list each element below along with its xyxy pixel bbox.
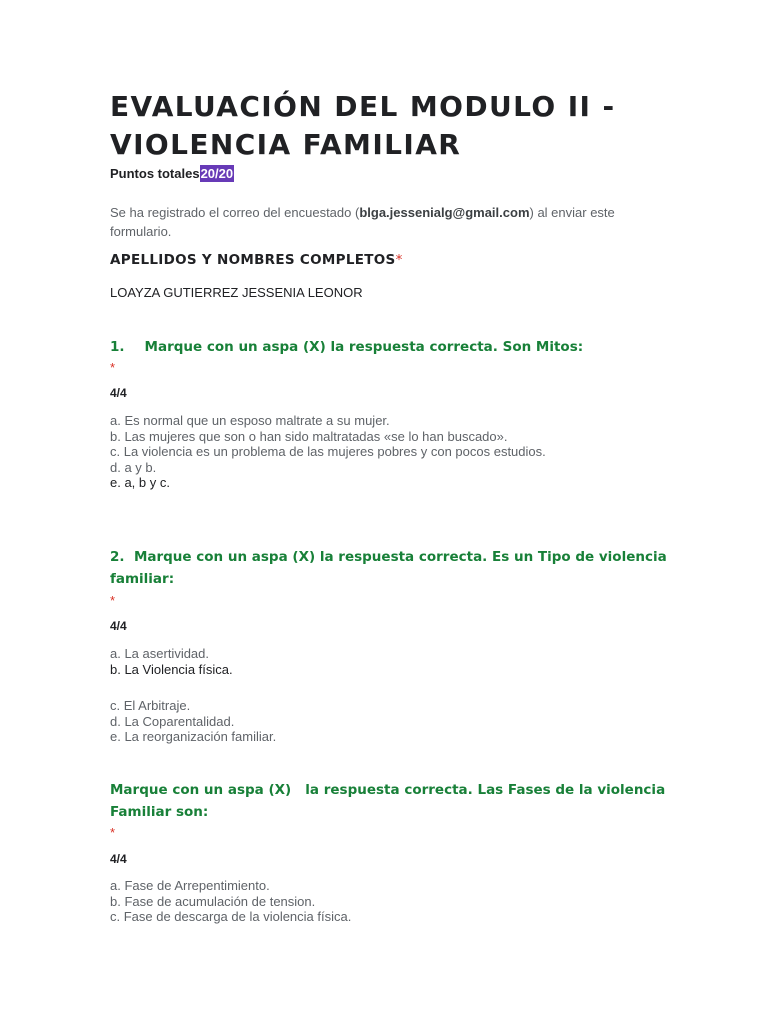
option: a. Fase de Arrepentimiento. [110,878,270,893]
required-asterisk: * [110,825,116,840]
question-1-options [110,413,670,491]
option: d. a y b. [110,459,157,475]
question-3-score: 4/4 [110,852,127,866]
question-2-score: 4/4 [110,619,127,633]
option: c. Fase de descarga de la violencia física. [110,909,352,924]
question-3-title [110,779,670,823]
option: a. La asertividad. [110,646,210,661]
page-title: EVALUACIÓN DEL MODULO II - VIOLENCIA FAMILIAR [110,90,616,161]
question-text: Marque con un aspa (X) la respuesta correcta. Las Fases de la violencia Familiar son: [110,782,670,820]
respondent-note [110,203,670,241]
respondent-email: blga.jessenialg@gmail.com [359,205,530,220]
required-asterisk: * [110,360,116,375]
note-suffix: ) al enviar este formulario. [110,205,615,239]
total-points [110,166,234,181]
question-number: 2. [110,549,125,565]
option: c. El Arbitraje. [110,698,191,713]
note-prefix: Se ha registrado el correo del encuestado ( [110,205,360,220]
points-label: Puntos totales [110,166,200,181]
question-2-title [110,546,670,590]
required-asterisk: * [395,252,403,268]
option: a. Es normal que un esposo maltrate a su mujer. [110,413,390,428]
option-selected: b. La Violencia física. [110,661,233,677]
question-2-options-more [110,698,670,745]
points-score: 20/20 [200,166,234,181]
required-asterisk: * [110,593,116,608]
name-field-answer: LOAYZA GUTIERREZ JESSENIA LEONOR [110,285,363,300]
question-text: Marque con un aspa (X) la respuesta correcta. Es un Tipo de violencia familiar: [110,549,667,587]
option: c. La violencia es un problema de las mujeres pobres y con pocos estudios. [110,444,546,459]
option: d. La Coparentalidad. [110,713,235,729]
option: b. Las mujeres que son o han sido maltratadas «se lo han buscado». [110,428,508,444]
option: e. La reorganización familiar. [110,729,277,744]
question-2-options [110,646,670,677]
question-number: 1. [110,339,125,355]
question-text: Marque con un aspa (X) la respuesta correcta. Son Mitos: [144,339,584,355]
option: b. Fase de acumulación de tension. [110,893,316,909]
option-selected: e. a, b y c. [110,475,170,490]
question-3-options [110,878,670,925]
name-field-label: APELLIDOS Y NOMBRES COMPLETOS* [110,252,403,268]
question-1-score: 4/4 [110,386,127,400]
question-1-title [110,336,670,358]
